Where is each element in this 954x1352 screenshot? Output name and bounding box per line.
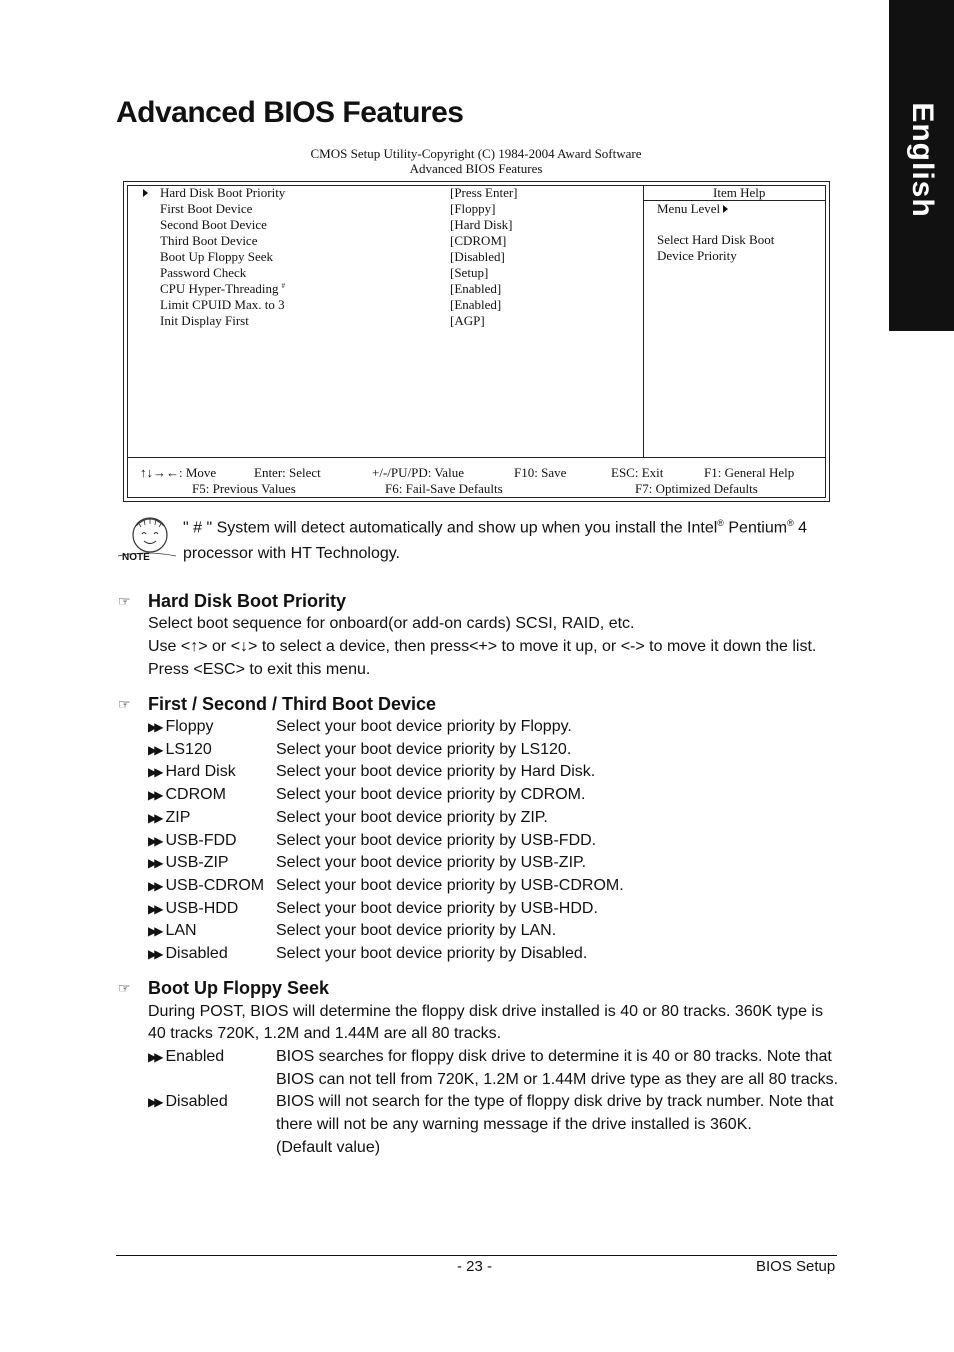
pointing-hand-icon: ☞ bbox=[118, 980, 131, 996]
submenu-arrow-icon bbox=[143, 189, 148, 197]
bios-item-label: Init Display First bbox=[160, 313, 249, 328]
section-title-boot-device: First / Second / Third Boot Device bbox=[148, 694, 437, 714]
bios-menu-item[interactable] bbox=[128, 185, 638, 201]
double-arrow-icon: ▶▶ bbox=[148, 901, 161, 916]
boot-option-desc: Select your boot device priority by CDROM. bbox=[276, 786, 586, 804]
bios-item-value: [Enabled] bbox=[450, 281, 502, 296]
double-arrow-icon: ▶▶ bbox=[148, 742, 161, 757]
bios-item-label: Hard Disk Boot Priority bbox=[160, 185, 286, 200]
boot-option-desc: Select your boot device priority by Hard Disk. bbox=[276, 763, 596, 781]
key-hint: F1: General Help bbox=[704, 465, 795, 480]
section-title-floppy-seek: Boot Up Floppy Seek bbox=[148, 978, 330, 998]
note-line1: " # " System will detect automatically and show up when you install the Intel® Pentium® 4 bbox=[183, 518, 808, 537]
bios-menu-item[interactable] bbox=[128, 313, 638, 329]
double-arrow-icon: ▶▶ bbox=[148, 1050, 161, 1064]
bios-screen-inner bbox=[127, 185, 826, 498]
boot-option-desc: Select your boot device priority by USB-FDD. bbox=[276, 831, 597, 849]
boot-option-name: ▶▶ USB-HDD bbox=[148, 899, 239, 917]
boot-option-name: ▶▶ Floppy bbox=[148, 718, 214, 735]
bios-menu-item[interactable] bbox=[128, 217, 638, 233]
note-line2: processor with HT Technology. bbox=[183, 545, 400, 562]
floppy-disabled-desc-line1: BIOS will not search for the type of floppy disk drive by track number. Note that bbox=[276, 1093, 834, 1110]
hdd-text-line3: Press <ESC> to exit this menu. bbox=[148, 661, 371, 678]
note-icon bbox=[116, 510, 178, 566]
hdd-text-line1: Select boot sequence for onboard(or add-on cards) SCSI, RAID, etc. bbox=[148, 615, 635, 632]
bios-header-title: Advanced BIOS Features bbox=[409, 161, 543, 176]
boot-option-name: ▶▶ Disabled bbox=[148, 945, 228, 962]
item-help-title: Item Help bbox=[713, 185, 766, 200]
floppy-option-disabled: ▶▶ Disabled bbox=[148, 1093, 228, 1110]
key-hint: Enter: Select bbox=[254, 465, 321, 480]
boot-option-name: ▶▶ Hard Disk bbox=[148, 763, 236, 781]
bios-item-label: CPU Hyper-Threading # bbox=[160, 281, 286, 296]
page-number: - 23 - bbox=[457, 1258, 493, 1275]
double-arrow-icon: ▶▶ bbox=[148, 810, 161, 825]
key-hint: ESC: Exit bbox=[611, 465, 664, 480]
double-arrow-icon: ▶▶ bbox=[148, 924, 161, 939]
boot-option-name: ▶▶ LAN bbox=[148, 922, 197, 940]
floppy-intro-line2: 40 tracks 720K, 1.2M and 1.44M are all 80 tracks. bbox=[148, 1025, 502, 1042]
language-tab bbox=[889, 0, 954, 331]
footer-section-name: BIOS Setup bbox=[756, 1258, 836, 1275]
hdd-text-line2: Use <↑> or <↓> to select a device, then press<+> to move it up, or <-> to move it down the list. bbox=[148, 638, 817, 655]
key-hint: F5: Previous Values bbox=[192, 481, 296, 496]
boot-option-name: ▶▶ CDROM bbox=[148, 786, 226, 804]
boot-option-name: ▶▶ USB-CDROM bbox=[148, 876, 265, 894]
boot-option-desc: Select your boot device priority by USB-ZIP. bbox=[276, 854, 587, 872]
bios-menu-item[interactable] bbox=[128, 265, 638, 281]
bios-item-value: [Setup] bbox=[450, 265, 489, 280]
bios-item-label: Third Boot Device bbox=[160, 233, 258, 248]
double-arrow-icon: ▶▶ bbox=[148, 765, 161, 780]
floppy-enabled-desc-line1: BIOS searches for floppy disk drive to determine it is 40 or 80 tracks. Note that bbox=[276, 1048, 832, 1065]
section-title-hdd: Hard Disk Boot Priority bbox=[148, 591, 347, 611]
help-text-line2: Device Priority bbox=[657, 248, 737, 263]
boot-option-name: ▶▶ USB-ZIP bbox=[148, 854, 229, 872]
bios-item-label: Boot Up Floppy Seek bbox=[160, 249, 274, 264]
menu-level-arrow-icon bbox=[723, 205, 728, 213]
floppy-disabled-desc-line2: there will not be any warning message if the drive installed is 360K. bbox=[276, 1116, 752, 1133]
boot-option-desc: Select your boot device priority by LAN. bbox=[276, 922, 557, 940]
bios-menu-item[interactable] bbox=[128, 297, 638, 313]
double-arrow-icon: ▶▶ bbox=[148, 856, 161, 871]
menu-level-label: Menu Level bbox=[657, 201, 728, 217]
bios-item-label: First Boot Device bbox=[160, 201, 253, 216]
key-hint: F6: Fail-Save Defaults bbox=[385, 481, 503, 496]
bios-item-value: [AGP] bbox=[450, 313, 485, 328]
bios-keys-divider bbox=[128, 457, 825, 458]
double-arrow-icon: ▶▶ bbox=[148, 720, 161, 734]
page-title: Advanced BIOS Features bbox=[116, 96, 464, 129]
double-arrow-icon: ▶▶ bbox=[148, 833, 161, 848]
bios-item-value: [Enabled] bbox=[450, 297, 502, 312]
key-hint: F10: Save bbox=[514, 465, 567, 480]
pointing-hand-icon: ☞ bbox=[118, 696, 131, 712]
bios-menu-item[interactable] bbox=[128, 281, 638, 297]
bios-menu-item[interactable] bbox=[128, 201, 638, 217]
pointing-hand-icon: ☞ bbox=[118, 593, 131, 609]
bios-item-value: [Hard Disk] bbox=[450, 217, 513, 232]
boot-option-desc: Select your boot device priority by USB-CDROM. bbox=[276, 876, 624, 894]
key-hint: +/-/PU/PD: Value bbox=[372, 465, 464, 480]
bios-menu-item[interactable] bbox=[128, 233, 638, 249]
help-text-line1: Select Hard Disk Boot bbox=[657, 232, 775, 247]
key-hint: ↑↓→←: Move bbox=[140, 465, 217, 480]
bios-menu-item[interactable] bbox=[128, 249, 638, 265]
boot-option-name: ▶▶ USB-FDD bbox=[148, 831, 237, 849]
boot-option-desc: Select your boot device priority by Disabled. bbox=[276, 945, 588, 962]
bios-item-value: [Floppy] bbox=[450, 201, 496, 216]
bios-column-divider bbox=[643, 186, 644, 457]
svg-text:NOTE: NOTE bbox=[122, 552, 150, 563]
boot-option-desc: Select your boot device priority by ZIP. bbox=[276, 808, 548, 826]
bios-item-label: Second Boot Device bbox=[160, 217, 267, 232]
bios-item-label: Limit CPUID Max. to 3 bbox=[160, 297, 285, 312]
language-tab-label: English bbox=[905, 102, 939, 218]
boot-option-desc: Select your boot device priority by Floppy. bbox=[276, 718, 572, 735]
key-hint: F7: Optimized Defaults bbox=[635, 481, 758, 496]
double-arrow-icon: ▶▶ bbox=[148, 1095, 161, 1109]
bios-item-label: Password Check bbox=[160, 265, 247, 280]
bios-item-value: [Press Enter] bbox=[450, 185, 518, 200]
double-arrow-icon: ▶▶ bbox=[148, 878, 161, 893]
bios-header-copyright: CMOS Setup Utility-Copyright (C) 1984-2004 Award Software bbox=[310, 146, 642, 161]
footer-rule bbox=[116, 1255, 837, 1256]
floppy-option-enabled: ▶▶ Enabled bbox=[148, 1048, 225, 1065]
floppy-intro-line1: During POST, BIOS will determine the floppy disk drive installed is 40 or 80 tracks. 360K type is bbox=[148, 1003, 823, 1020]
bios-screen bbox=[123, 181, 830, 502]
double-arrow-icon: ▶▶ bbox=[148, 788, 161, 803]
bios-item-value: [CDROM] bbox=[450, 233, 507, 248]
floppy-disabled-desc-line3: (Default value) bbox=[276, 1139, 381, 1156]
boot-option-desc: Select your boot device priority by LS120. bbox=[276, 740, 572, 758]
boot-option-name: ▶▶ LS120 bbox=[148, 740, 212, 758]
double-arrow-icon: ▶▶ bbox=[148, 947, 161, 961]
boot-option-desc: Select your boot device priority by USB-HDD. bbox=[276, 899, 598, 917]
floppy-enabled-desc-line2: BIOS can not tell from 720K, 1.2M or 1.44M drive type as they are all 80 tracks. bbox=[276, 1071, 839, 1088]
bios-item-value: [Disabled] bbox=[450, 249, 505, 264]
boot-option-name: ▶▶ ZIP bbox=[148, 808, 191, 826]
